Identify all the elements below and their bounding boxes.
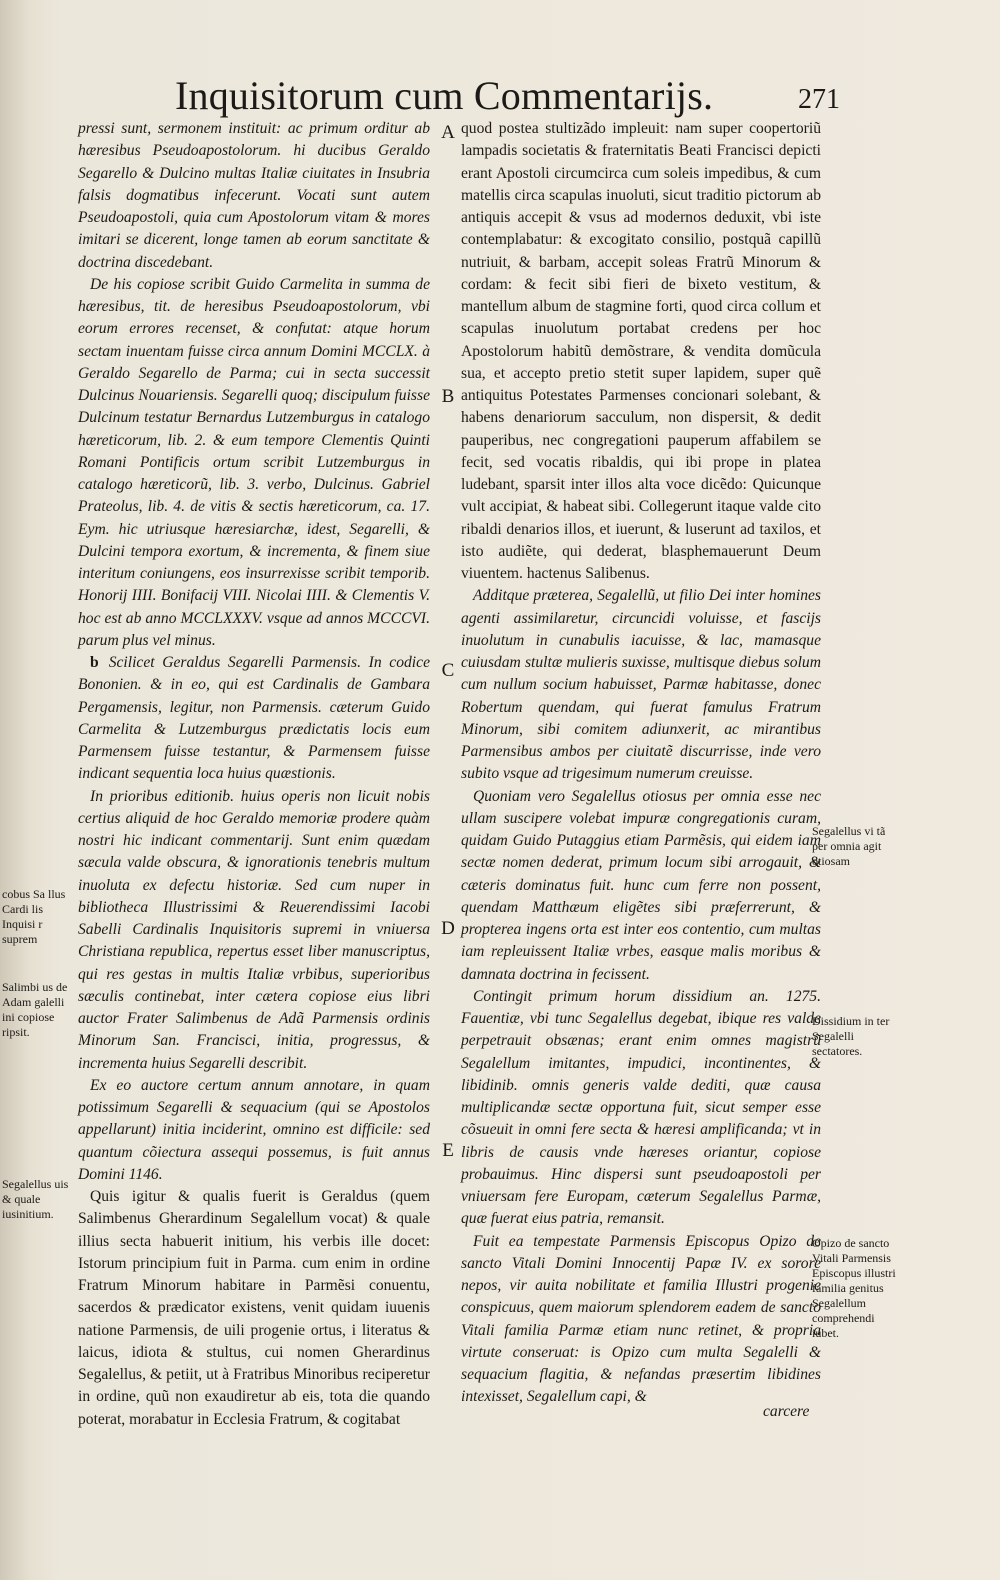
left-paragraph: pressi sunt, sermonem instituit: ac primum orditur ab hæresibus Pseudoapostolorum. hi ducibus Geraldo Segarello & Dulcino multas Italiæ ciuitates in Insubria falsis dogmatibus infecerunt. Vocati sunt autem Pseudoapostoli, quia cum Apostolorum vitam & mores imitari se dicerent, longe tamen ab eorum sanctitate & doctrina discedebant. [78, 120, 430, 271]
margin-letter-d: D [441, 918, 455, 939]
side-note-salimbenus: Salimbi us de Adam galelli ini copiose ripsit. [2, 980, 68, 1039]
left-text-column [78, 118, 430, 1431]
note-text: Scilicet Geraldus Segarelli Parmensis. In codice Bononien. & in eo, qui est Cardinalis de Gambara Pergamensis, legitur, non Parmensis. cæterum Guido Carmelita & Lutzemburgus prædictatis locis eum Parmensem fuisse testantur, & Parmensem fuisse indicant sequentia loca huius quæstionis. [78, 654, 430, 783]
side-note-opizo: Opizo de sancto Vitali Parmensis Episcopus illustri familia genitus Segalellum comprehendi iubet. [812, 1236, 896, 1340]
running-title: Inquisitorum cum Commentarijs. [175, 73, 714, 118]
left-paragraph: Quis igitur & qualis fuerit is Geraldus (quem Salimbenus Gherardinum Segalellum vocat) & quale illius secta habuerit initium, his verbis ille docet: Istorum principium fuit in Parma. cum enim in ordine Fratrum Minorum habitare in Parmẽsi conuentu, sacerdos & prædicator existens, venit quidam iuuenis natione Parmensis, de uili progenie ortus, i literatus & laicus, idiota & stultus, cui nomen Gherardinus Segalellus, & petiit, ut à Fratribus Minoribus reciperetur in ordine, quũ non exaudiretur ab eis, tota die quando poterat, morabatur in Ecclesia Fratrum, & cogitabat [78, 1188, 430, 1428]
catchword: carcere [763, 1403, 810, 1420]
margin-letter-e: E [442, 1140, 454, 1161]
right-paragraph: Fuit ea tempestate Parmensis Episcopus Opizo de sancto Vitali Domini Innocentij Papæ IV. ex sorore nepos, vir auita nobilitate et familia Illustri progenie conspicuus, quem maiorum splendorem eadem de sancto Vitali familia Parmæ etiam nunc retinet, & propria virtute conseruat: is Opizo cum multa Segalelli & sequacium flagitia, & nefandas præsertim libidines intexisset, Segalellum capi, & [461, 1232, 821, 1406]
side-note-otiosam: Segalellus vi tã per omnia agit otiosam [812, 824, 886, 868]
left-paragraph: Ex eo auctore certum annum annotare, in quam potissimum Segarelli & sequacium (qui se Apostolos appellarunt) initia inciderint, omnino est difficile: sed quantum cõiectura assequi possemus, is fuit annus Domini 1146. [78, 1076, 430, 1183]
note-letter: b [90, 654, 99, 671]
side-note-sabellus: cobus Sa llus Cardi lis Inquisi r suprem [2, 887, 66, 946]
right-paragraph: quod postea stultizãdo impleuit: nam super coopertoriũ lampadis societatis & fraternitatis Beati Francisci depicti erant Apostoli circumcirca cum soleis impedibus, & cum matellis circa scapulas inuoluti, sicut traditio pictorum ab antiquis accepit & vsus ad modernos deduxit, vbi iste contemplabatur: & excogitato consilio, postquã capillũ nutriuit, & barbam, accepit soleas Fratrũ Minorum & cordam: & fecit sibi fieri de bixeto vestitum, & mantellum album de stagmine forti, quod circa collum et scapulas inuolutum portabat credens per hoc Apostolorum habitũ demõstrare, & vendita domũcula sua, et accepto pretio stetit super lapidem, super quẽ antiquitus Potestates Parmenses concionari solebant, & habens denariorum sacculum, non dispersit, & dedit pauperibus, nec congregationi pauperum affabilem se fecit, sed vocatis ribaldis, qui ibi prope in platea ludebant, sparsit inter illos alta voce dicẽdo: Quicunque vult accipiat, & habeat sibi. Collegerunt itaque valde cito ribaldi denarios illos, et iuerunt, & luserunt ad taxilos, et isto audiẽte, qui dederat, blasphemauerunt Deum viuentem. hactenus Salibenus. [461, 120, 821, 582]
right-paragraph: Quoniam vero Segalellus otiosus per omnia esse nec ullam suscipere volebat impuræ congregationis curam, quidam Guido Putaggius etiam Parmẽsis, qui eidem iam sectæ nomen dederat, primum locum sibi arrogauit, & cæteris dominatus fuit. hunc cum ferre non possent, quendam Matthæum eligẽtes sibi præferrerunt, & propterea ingens orta est inter eos contentio, cum multas iam repleuissent Italiæ vrbes, easque malis moribus & damnata doctrina in fecissent. [461, 787, 821, 983]
right-paragraph: Contingit primum horum dissidium an. 1275. Fauentiæ, vbi tunc Segalellus degebat, ibique res valde perpetrauit obsænas; erant enim omnes magistrũ Segalellum imitantes, impudici, incontinentes, & libidinib. omnis generis valde dediti, quæ causa multiplicandæ sectæ opportuna fuit, sicut semper esse cõsueuit in omni fere secta & hæresi amplificanda; vt in libris de causis vnde hæreses oriantur, copiose probauimus. Hinc dispersi sunt pseudoapostoli per vniuersam fere Europam, cæterum Segalellus Parmæ, quæ fuerat eius patria, remansit. [461, 987, 821, 1228]
right-text-column [461, 118, 821, 1409]
left-paragraph: In prioribus editionib. huius operis non licuit nobis certius aliquid de hoc Geraldo memoriæ prodere quàm nostri hic indicant commentarij. Sunt enim quædam sæcula valde obscura, & ignorationis tenebris multum inuoluta ex defectu historiæ. Sed cum nuper in bibliotheca Illustrissimi & Reuerendissimi Iacobi Sabelli Cardinalis Inquisitoris supremi in vniuersa Christiana republica, repertus esset liber manuscriptus, qui res gestas in multis Italiæ vrbibus, superioribus sæculis continebat, inter cætera copiose eius libri auctor Frater Salimbenus de Adã Parmensis ordinis Minorum San. Francisci, initia, progressus, & incrementa huius Segarelli describit. [78, 787, 430, 1072]
page-number: 271 [798, 84, 840, 115]
side-note-dissidium: Dissidium in ter Segalelli sectatores. [812, 1014, 890, 1058]
left-paragraph: De his copiose scribit Guido Carmelita in summa de hæresibus, tit. de heresibus Pseudoapostolorum, vbi eorum errores recenset, & confutat: atque horum sectam inuentam fuisse circa annum Domini MCCLX. à Geraldo Segarello de Parma; cui in secta successit Dulcinus Nouariensis. Segarelli quoq; discipulum fuisse Dulcinum testatur Bernardus Lutzemburgus in catalogo hæreticorum, lib. 2. & eum tempore Clementis Quinti Romani Pontificis ortum scribit Lutzemburgus in catalogo hæreticorũ, lib. 3. verbo, Dulcinus. Gabriel Prateolus, lib. 4. de vitis & sectis hæreticorum, ca. 17. Eym. hic utriusque hæresiarchæ, idest, Segarelli, & Dulcini tempora exortum, & incrementa, & finem siue interitum coniungens, eos insurrexisse scribit temporib. Honorij IIII. Bonifacij VIII. Nicolai IIII. & Clementis V. hoc est ab anno MCCLXXXV. vsque ad annos MCCCVI. parum plus vel minus. [78, 275, 430, 649]
right-paragraph: Additque præterea, Segalellũ, ut filio Dei inter homines agenti assimilaretur, circuncidi voluisse, et fascijs inuolutum in cunabulis iacuisse, & lac, mamasque cuiusdam stultæ mulieris suxisse, multisque diebus solum cum nullum socium habuisset, Parmæ habitasse, donec Robertum quendam, qui fuerat famulus Fratrum Minorum, sibi comitem adiunxerit, ac mirantibus Parmensibus ambos per ciuitatẽ discurrisse, inde vero subito vsque ad trigesimum numerum creuisse. [461, 587, 821, 783]
margin-letter-b: B [441, 386, 455, 407]
margin-letter-a: A [441, 122, 455, 143]
side-note-segalellus-origin: Segalellus uis & quale iusinitium. [2, 1177, 69, 1221]
left-paragraph-note [78, 652, 430, 786]
margin-letter-c: C [441, 660, 455, 681]
